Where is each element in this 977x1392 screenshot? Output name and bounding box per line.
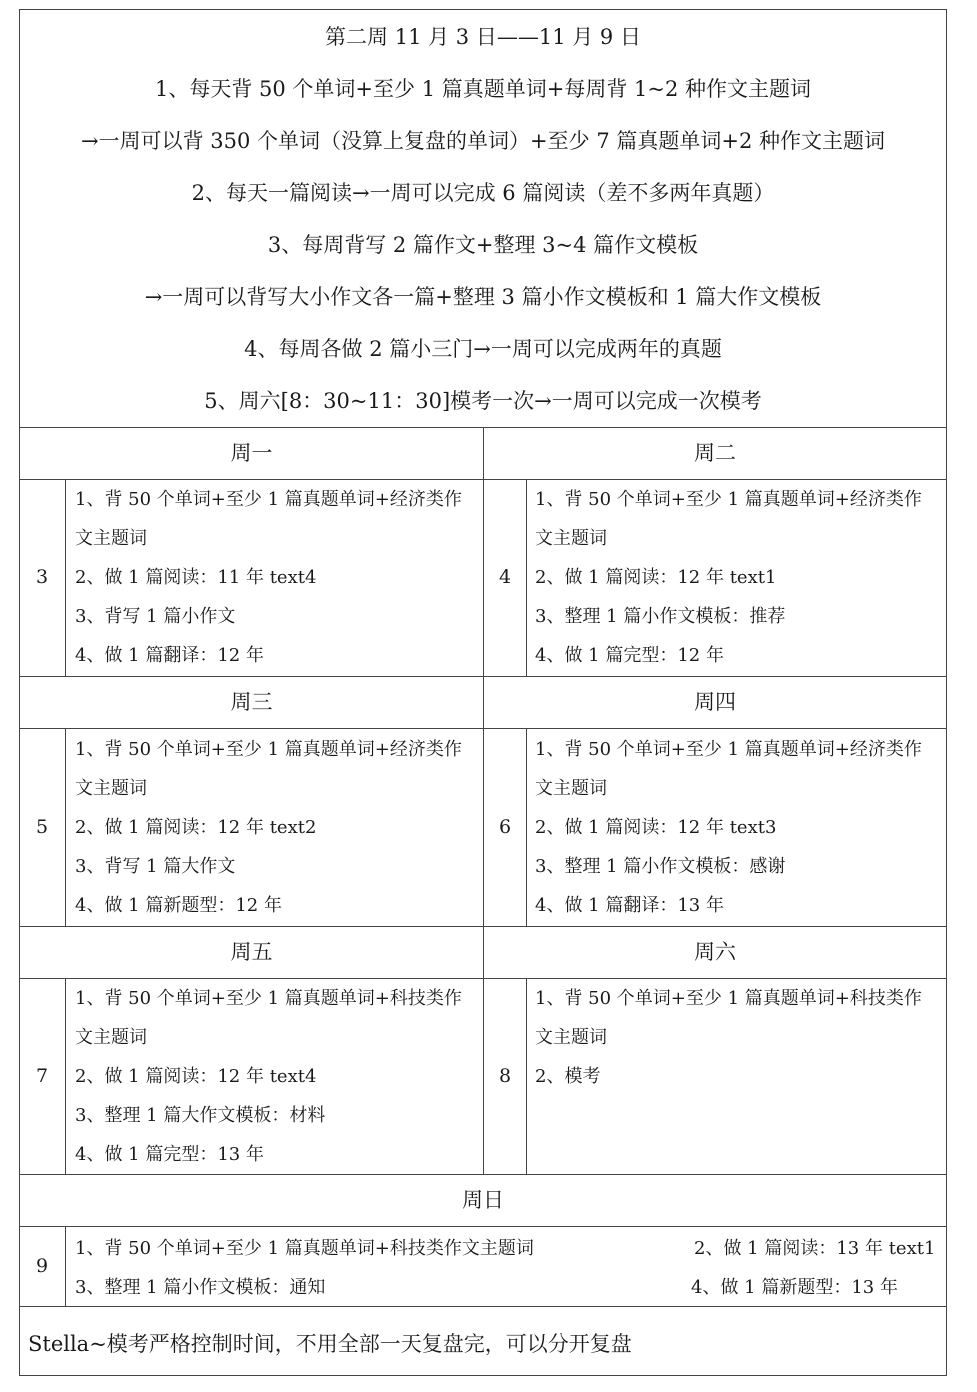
task-item: 1、背 50 个单词+至少 1 篇真题单词+科技类作 <box>75 988 462 1009</box>
divider <box>65 978 66 1174</box>
task-item: 2、做 1 篇阅读：12 年 text3 <box>535 817 777 838</box>
week-summary <box>20 10 946 428</box>
summary-line: →一周可以背 350 个单词（没算上复盘的单词）+至少 7 篇真题单词+2 种作文主题词 <box>81 129 885 153</box>
day-header-wed: 周三 <box>230 690 273 714</box>
day-header-tue: 周二 <box>694 441 736 465</box>
task-list-thu <box>535 730 922 925</box>
task-item: 文主题词 <box>75 1027 147 1048</box>
task-item: 文主题词 <box>535 778 607 799</box>
date-number: 3 <box>35 566 49 588</box>
task-item: 1、背 50 个单词+至少 1 篇真题单词+经济类作 <box>75 739 462 760</box>
summary-line: 5、周六[8：30~11：30]模考一次→一周可以完成一次模考 <box>204 389 762 413</box>
task-item: 4、做 1 篇完型：13 年 <box>75 1144 264 1165</box>
summary-line: 1、每天背 50 个单词+至少 1 篇真题单词+每周背 1~2 种作文主题词 <box>154 77 811 101</box>
date-number: 9 <box>35 1255 49 1277</box>
task-item: 4、做 1 篇翻译：12 年 <box>75 645 264 666</box>
task-list-fri <box>75 979 462 1174</box>
plan-table <box>19 9 947 1376</box>
task-item: 2、做 1 篇阅读：13 年 text1 <box>694 1238 936 1259</box>
task-item: 1、背 50 个单词+至少 1 篇真题单词+科技类作文主题词 <box>75 1238 534 1259</box>
task-item: 2、做 1 篇阅读：12 年 text1 <box>535 567 777 588</box>
task-list-wed <box>75 730 462 925</box>
task-list-sat <box>535 979 922 1096</box>
divider <box>483 427 484 1174</box>
week-title: 第二周 11 月 3 日——11 月 9 日 <box>325 25 641 49</box>
summary-line: →一周可以背写大小作文各一篇+整理 3 篇小作文模板和 1 篇大作文模板 <box>144 285 822 309</box>
summary-line: 3、每周背写 2 篇作文+整理 3~4 篇作文模板 <box>267 233 699 257</box>
task-item: 3、整理 1 篇小作文模板：通知 <box>75 1277 326 1298</box>
date-number: 6 <box>498 816 512 838</box>
day-header-thu: 周四 <box>694 690 736 714</box>
task-item: 文主题词 <box>75 778 147 799</box>
task-item: 1、背 50 个单词+至少 1 篇真题单词+经济类作 <box>535 489 922 510</box>
task-item: 文主题词 <box>535 528 607 549</box>
task-item: 3、背写 1 篇大作文 <box>75 856 236 877</box>
task-item: 文主题词 <box>535 1027 607 1048</box>
day-header-mon: 周一 <box>230 441 273 465</box>
task-item: 4、做 1 篇翻译：13 年 <box>535 895 724 916</box>
task-item: 3、整理 1 篇大作文模板：材料 <box>75 1105 326 1126</box>
footer-note: Stella~模考严格控制时间，不用全部一天复盘完，可以分开复盘 <box>28 1332 632 1356</box>
summary-line: 2、每天一篇阅读→一周可以完成 6 篇阅读（差不多两年真题） <box>191 181 775 205</box>
date-number: 7 <box>35 1065 49 1087</box>
task-item: 3、整理 1 篇小作文模板：感谢 <box>535 856 786 877</box>
task-item: 2、做 1 篇阅读：11 年 text4 <box>75 567 317 588</box>
day-header-fri: 周五 <box>230 940 273 964</box>
task-item: 1、背 50 个单词+至少 1 篇真题单词+科技类作 <box>535 988 922 1009</box>
task-item: 3、整理 1 篇小作文模板：推荐 <box>535 606 786 627</box>
task-item: 1、背 50 个单词+至少 1 篇真题单词+经济类作 <box>75 489 462 510</box>
date-number: 5 <box>35 816 49 838</box>
task-item: 2、做 1 篇阅读：12 年 text4 <box>75 1066 317 1087</box>
task-item: 2、做 1 篇阅读：12 年 text2 <box>75 817 317 838</box>
task-item: 1、背 50 个单词+至少 1 篇真题单词+经济类作 <box>535 739 922 760</box>
task-item: 3、背写 1 篇小作文 <box>75 606 236 627</box>
task-item: 2、模考 <box>535 1066 601 1087</box>
task-item: 4、做 1 篇新题型：12 年 <box>75 895 282 916</box>
task-list-tue <box>535 480 922 675</box>
divider <box>65 1226 66 1306</box>
date-number: 8 <box>498 1065 512 1087</box>
divider <box>20 1226 946 1227</box>
task-item: 4、做 1 篇完型：12 年 <box>535 645 724 666</box>
divider <box>65 479 66 676</box>
divider <box>65 728 66 926</box>
task-item: 文主题词 <box>75 528 147 549</box>
date-number: 4 <box>498 566 512 588</box>
task-item: 4、做 1 篇新题型：13 年 <box>691 1277 898 1298</box>
day-header-sun: 周日 <box>462 1188 504 1212</box>
task-list-mon <box>75 480 462 675</box>
day-header-sat: 周六 <box>694 940 736 964</box>
summary-line: 4、每周各做 2 篇小三门→一周可以完成两年的真题 <box>244 337 722 361</box>
